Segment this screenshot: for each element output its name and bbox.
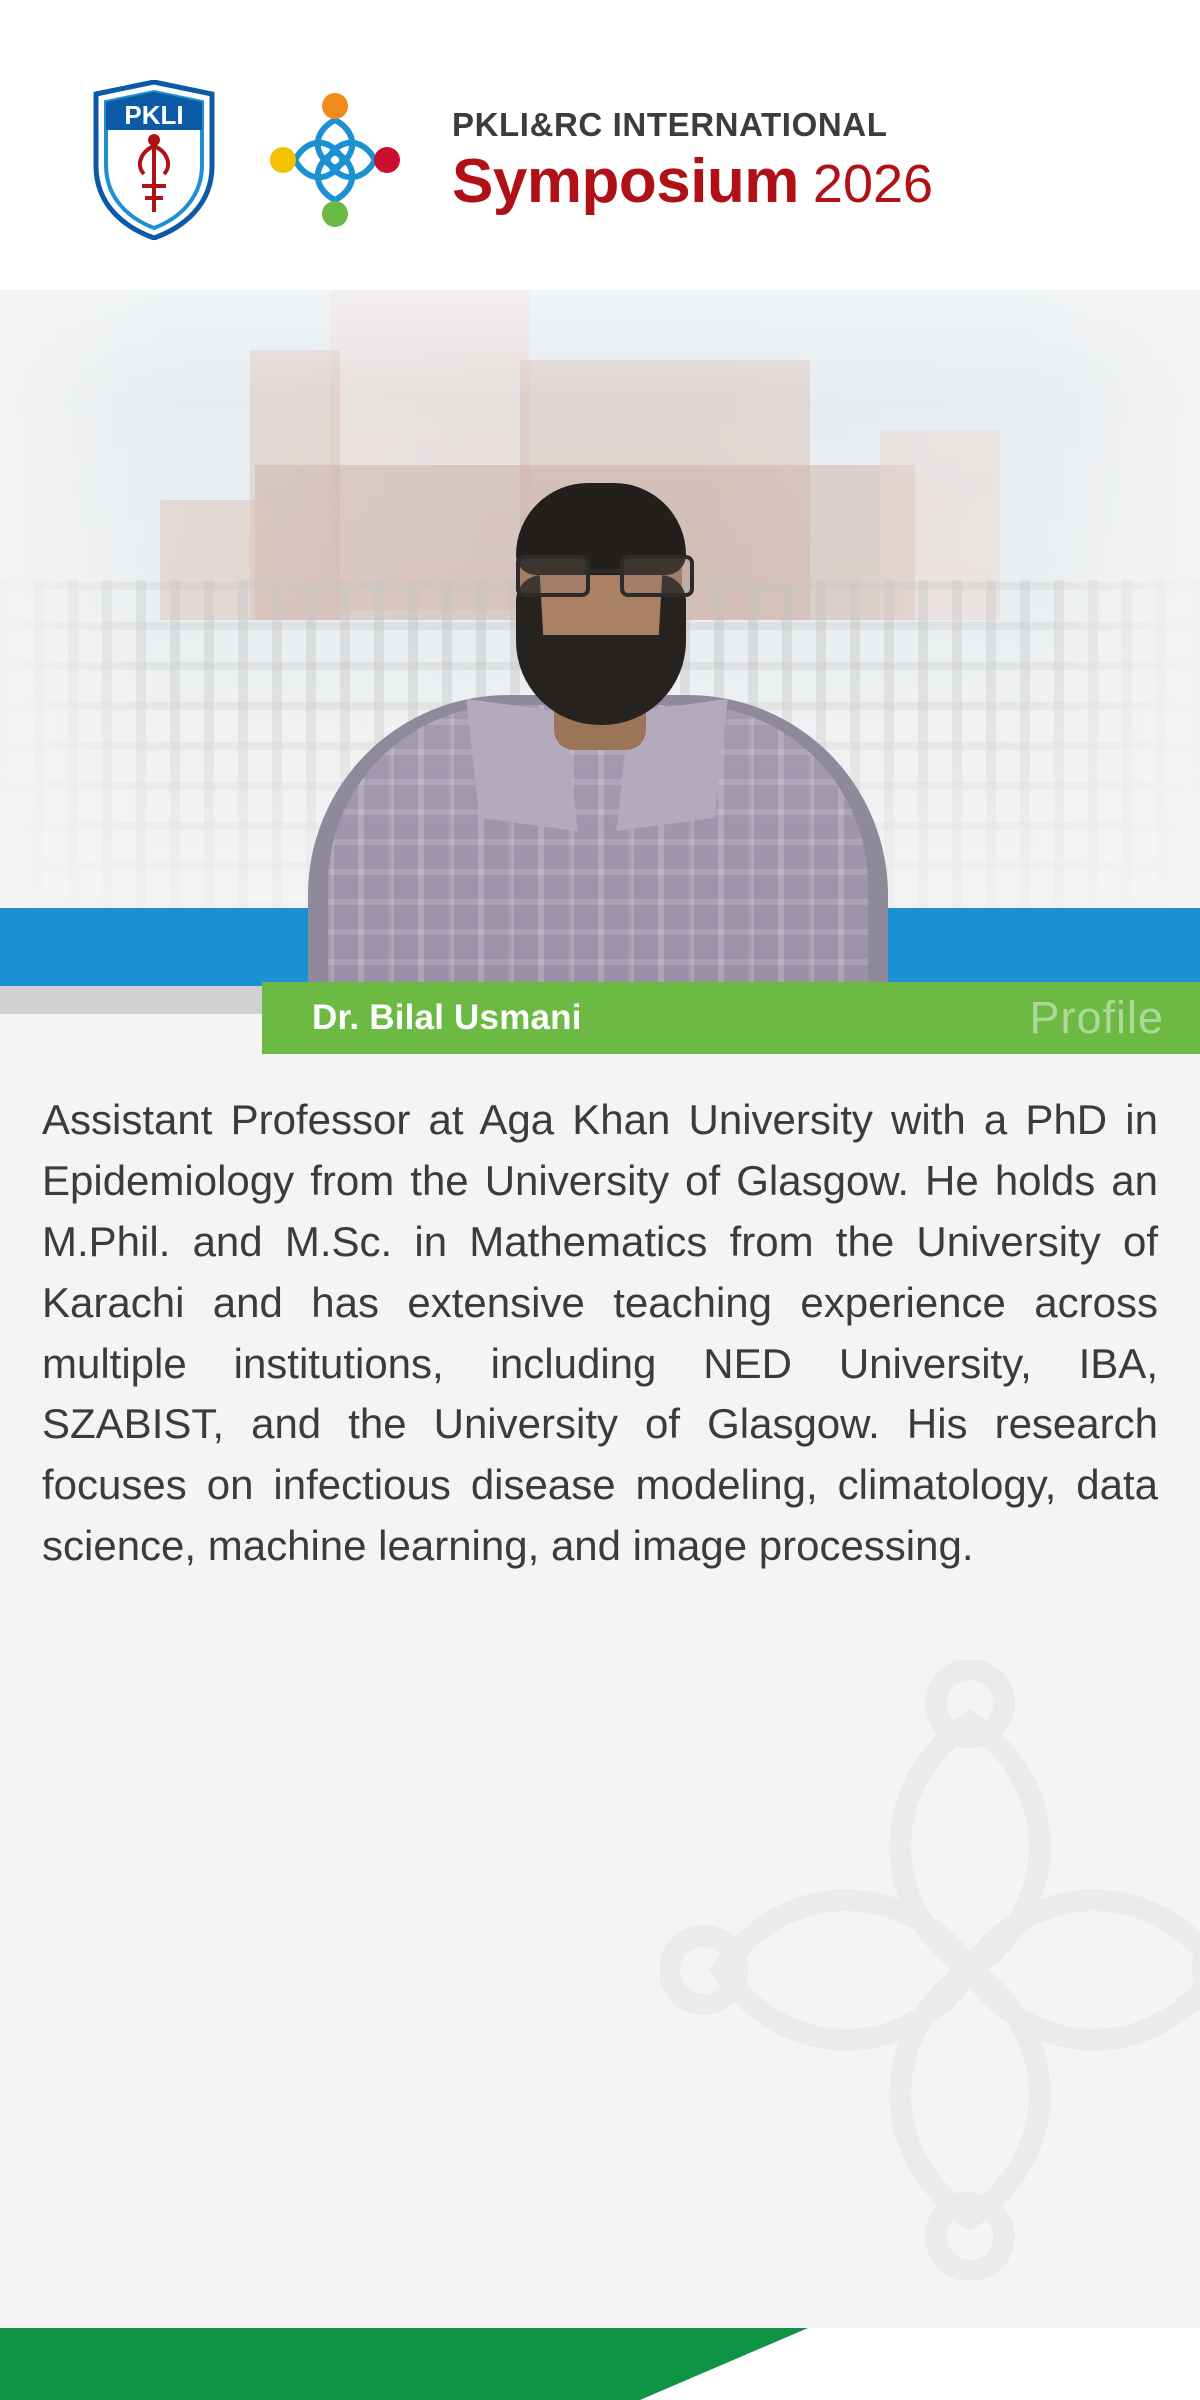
symposium-word: Symposium <box>452 146 799 216</box>
glasses-lens-right <box>620 555 694 597</box>
symposium-flower-icon <box>260 80 410 240</box>
symposium-title-line1: PKLI&RC INTERNATIONAL <box>452 105 888 143</box>
pkli-shield-icon <box>90 80 218 240</box>
glasses-bridge <box>584 569 622 573</box>
flower-dot-yellow <box>270 147 296 173</box>
poster-header <box>0 0 1200 290</box>
glasses-lens-left <box>516 555 590 597</box>
speaker-name-bar <box>262 982 1200 1054</box>
speaker-portrait <box>268 455 928 975</box>
symposium-year: 2026 <box>812 153 934 214</box>
pkli-shield-text: PKLI <box>124 100 184 130</box>
watermark-flower-logo <box>660 1660 1200 2280</box>
flower-dot-red <box>374 147 400 173</box>
flower-dot-orange <box>322 93 348 119</box>
symposium-title <box>452 105 934 216</box>
section-label-profile: Profile <box>1029 992 1164 1043</box>
poster-footer <box>0 2328 1200 2400</box>
speaker-name: Dr. Bilal Usmani <box>312 998 582 1037</box>
symposium-title-line2 <box>452 146 934 216</box>
speaker-bio: Assistant Professor at Aga Khan University with a PhD in Epidemiology from the University of Glasgow. He holds an M.Phil. and M.Sc. in Mathematics from the University of Karachi and has extensive teaching experience across multiple institutions, including NED University, IBA, SZABIST, and the University of Glasgow. His research focuses on infectious disease modeling, climatology, data science, machine learning, and image processing. <box>42 1096 1158 1570</box>
flower-dot-green <box>322 201 348 227</box>
header-content <box>90 80 933 240</box>
portrait-glasses <box>514 555 690 591</box>
